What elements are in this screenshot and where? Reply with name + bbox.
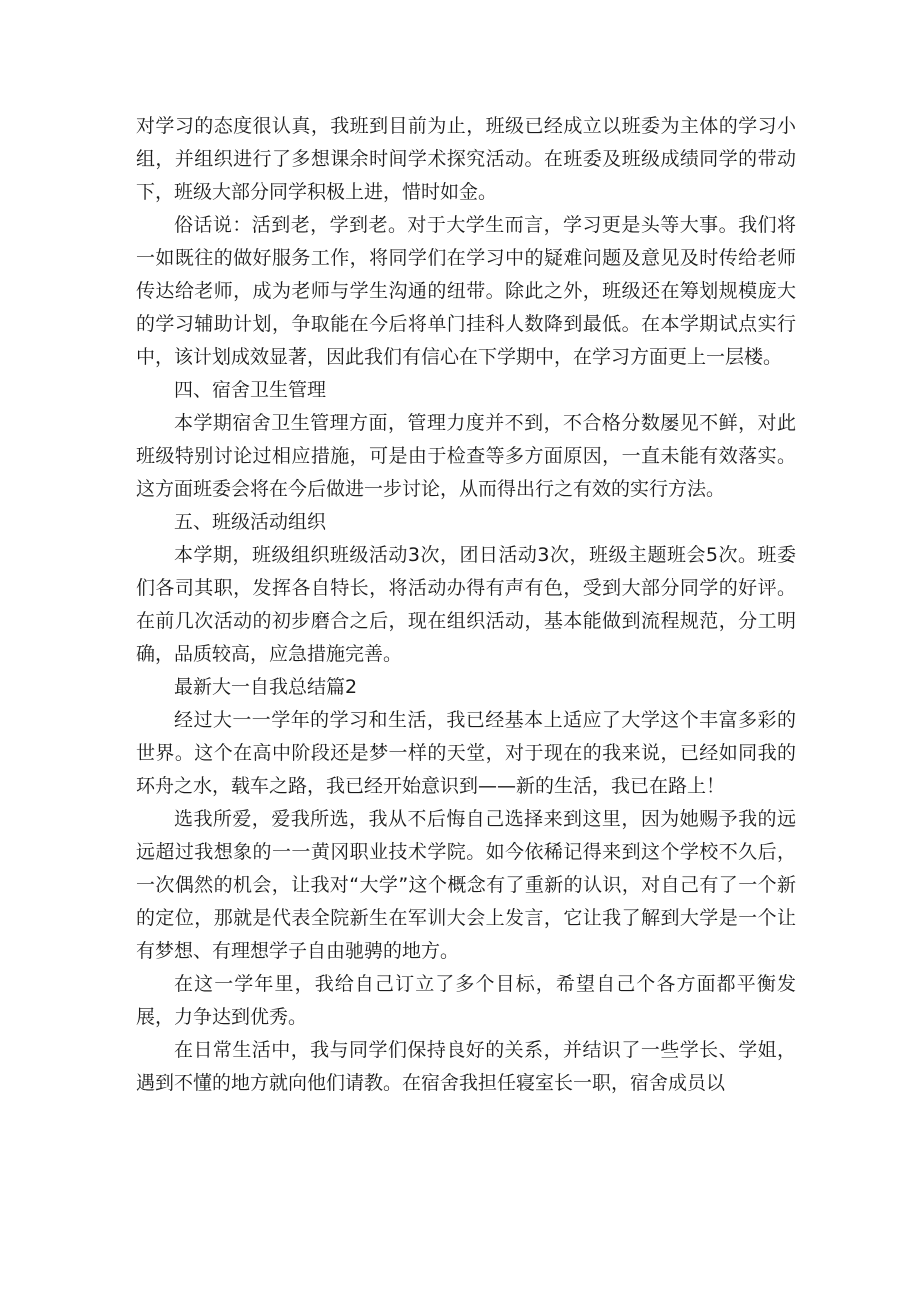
paragraph: 对学习的态度很认真，我班到目前为止，班级已经成立以班委为主体的学习小组，并组织进行了多想课余时间学术探究活动。在班委及班级成绩同学的带动下，班级大部分同学积极上进，惜时如金。	[136, 115, 796, 203]
paragraph: 本学期，班级组织班级活动3次，团日活动3次，班级主题班会5次。班委们各司其职，发挥各自特长，将活动办得有声有色，受到大部分同学的好评。在前几次活动的初步磨合之后，现在组织活动，基本能做到流程规范，分工明确，品质较高，应急措施完善。	[136, 544, 796, 665]
section-heading: 最新大一自我总结篇2	[174, 676, 358, 698]
paragraph: 在日常生活中，我与同学们保持良好的关系，并结识了一些学长、学姐，遇到不懂的地方就向他们请教。在宿舍我担任寝室长一职，宿舍成员以	[136, 1039, 796, 1094]
paragraph: 在这一学年里，我给自己订立了多个目标，希望自己个各方面都平衡发展，力争达到优秀。	[136, 973, 796, 1028]
paragraph: 俗话说：活到老，学到老。对于大学生而言，学习更是头等大事。我们将一如既往的做好服务工作，将同学们在学习中的疑难问题及意见及时传给老师传达给老师，成为老师与学生沟通的纽带。除此之外，班级还在筹划规模庞大的学习辅助计划，争取能在今后将单门挂科人数降到最低。在本学期试点实行中，该计划成效显著，因此我们有信心在下学期中，在学习方面更上一层楼。	[136, 214, 796, 368]
section-heading: 五、班级活动组织	[174, 511, 327, 533]
section-heading: 四、宿舍卫生管理	[174, 379, 327, 401]
paragraph: 本学期宿舍卫生管理方面，管理力度并不到，不合格分数屡见不鲜，对此班级特别讨论过相应措施，可是由于检查等多方面原因，一直未能有效落实。这方面班委会将在今后做进一步讨论，从而得出行之有效的实行方法。	[136, 412, 796, 500]
paragraph: 选我所爱，爱我所选，我从不后悔自己选择来到这里，因为她赐予我的远远超过我想象的一一黄冈职业技术学院。如今依稀记得来到这个学校不久后，一次偶然的机会，让我对“大学”这个概念有了重新的认识，对自己有了一个新的定位，那就是代表全院新生在军训大会上发言，它让我了解到大学是一个让有梦想、有理想学子自由驰骋的地方。	[136, 808, 796, 962]
document-body	[136, 110, 796, 1100]
paragraph: 经过大一一学年的学习和生活，我已经基本上适应了大学这个丰富多彩的世界。这个在高中阶段还是梦一样的天堂，对于现在的我来说，已经如同我的环舟之水，载车之路，我已经开始意识到——新的生活，我已在路上！	[136, 709, 796, 797]
